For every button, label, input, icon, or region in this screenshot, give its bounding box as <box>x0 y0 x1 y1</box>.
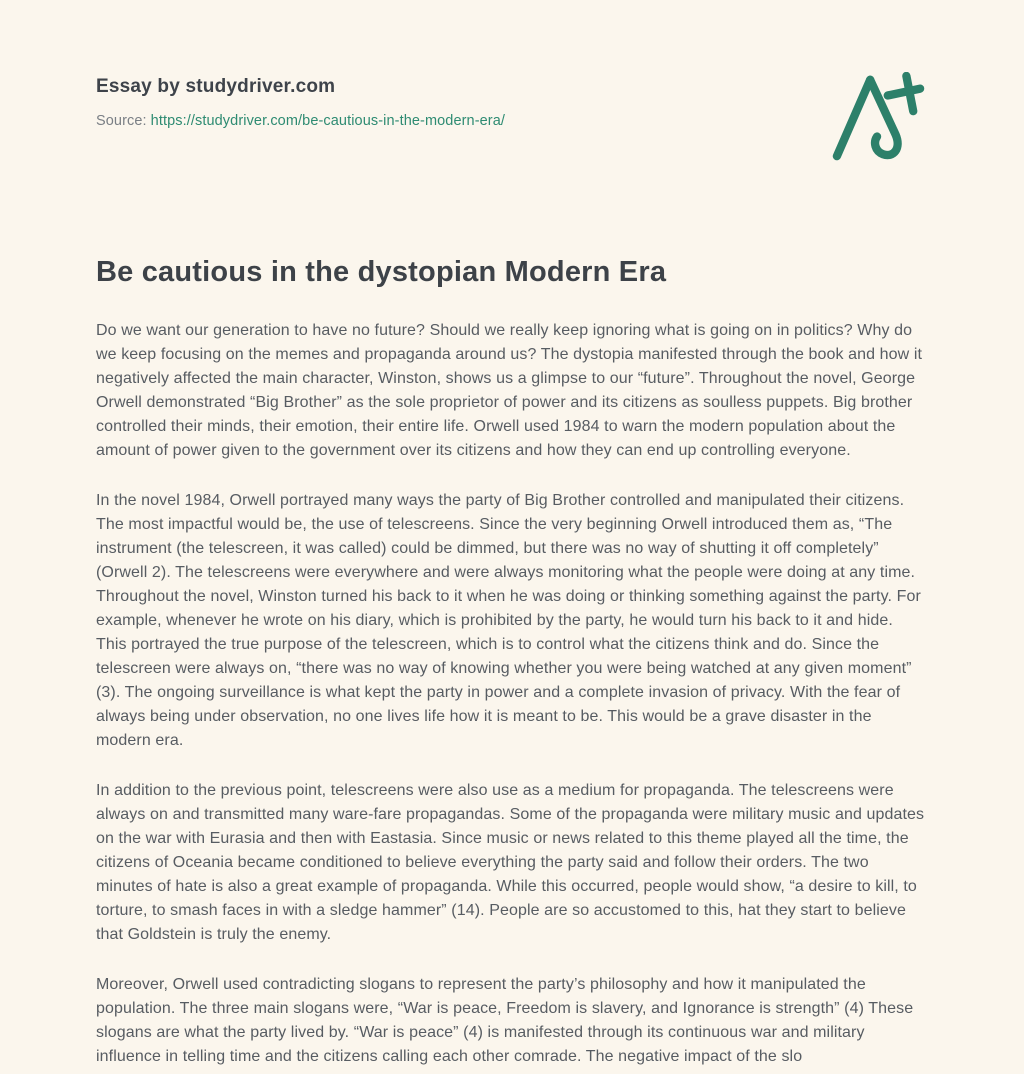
header <box>96 76 927 162</box>
source-url-link[interactable]: https://studydriver.com/be-cautious-in-the-modern-era/ <box>150 113 506 129</box>
source-label: Source: <box>96 113 147 129</box>
essay-paragraph-1: Do we want our generation to have no future? Should we really keep ignoring what is going on in politics? Why do we keep focusing on the memes and propaganda around us? The dystopia manifested through the book and how it negatively affected the main character, Winston, shows us a glimpse to our “future”. Throughout the novel, George Orwell demonstrated “Big Brother” as the sole proprietor of power and its citizens as soulless puppets. Big brother controlled their minds, their emotion, their entire life. Orwell used 1984 to warn the modern population about the amount of power given to the government over its citizens and how they can end up controlling everyone. <box>96 322 923 459</box>
essay-paragraph-3: In addition to the previous point, telescreens were also use as a medium for propaganda. The telescreens were always on and transmitted many ware-fare propagandas. Some of the propaganda were military music and updates on the war with Eurasia and then with Eastasia. Since music or news related to this theme played all the time, the citizens of Oceania became conditioned to believe everything the party said and follow their orders. The two minutes of hate is also a great example of propaganda. While this occurred, people would show, “a desire to kill, to torture, to smash faces in with a sledge hammer” (14). People are so accustomed to this, hat they start to believe that Goldstein is truly the enemy. <box>96 782 925 943</box>
byline: Essay by studydriver.com <box>96 76 336 97</box>
header-text-block <box>96 76 505 129</box>
essay-article <box>96 256 927 1069</box>
essay-paragraph-4: Moreover, Orwell used contradicting slogans to represent the party’s philosophy and how it manipulated the population. The three main slogans were, “War is peace, Freedom is slavery, and Ignorance is strength” (4) These slogans are what the party lived by. “War is peace” (4) is manifested through its continuous war and military influence in telling time and the citizens calling each other comrade. The negative impact of the slo <box>96 976 914 1065</box>
essay-title: Be cautious in the dystopian Modern Era <box>96 256 667 288</box>
studydriver-logo-icon <box>829 72 927 162</box>
essay-paragraph-2: In the novel 1984, Orwell portrayed many ways the party of Big Brother controlled and manipulated their citizens. The most impactful would be, the use of telescreens. Since the very beginning Orwell introduced them as, “The instrument (the telescreen, it was called) could be dimmed, but there was no way of shutting it off completely” (Orwell 2). The telescreens were everywhere and were always monitoring what the people were doing at any time. Throughout the novel, Winston turned his back to it when he was doing or thinking something against the party. For example, whenever he wrote on his diary, which is prohibited by the party, he would turn his back to it and hide. This portrayed the true purpose of the telescreen, which is to control what the citizens think and do. Since the telescreen were always on, “there was no way of knowing whether you were being watched at any given moment” (3). The ongoing surveillance is what kept the party in power and a complete invasion of privacy. With the fear of always being under observation, no one lives life how it is meant to be. This would be a grave disaster in the modern era. <box>96 492 921 749</box>
source-line <box>96 113 505 129</box>
